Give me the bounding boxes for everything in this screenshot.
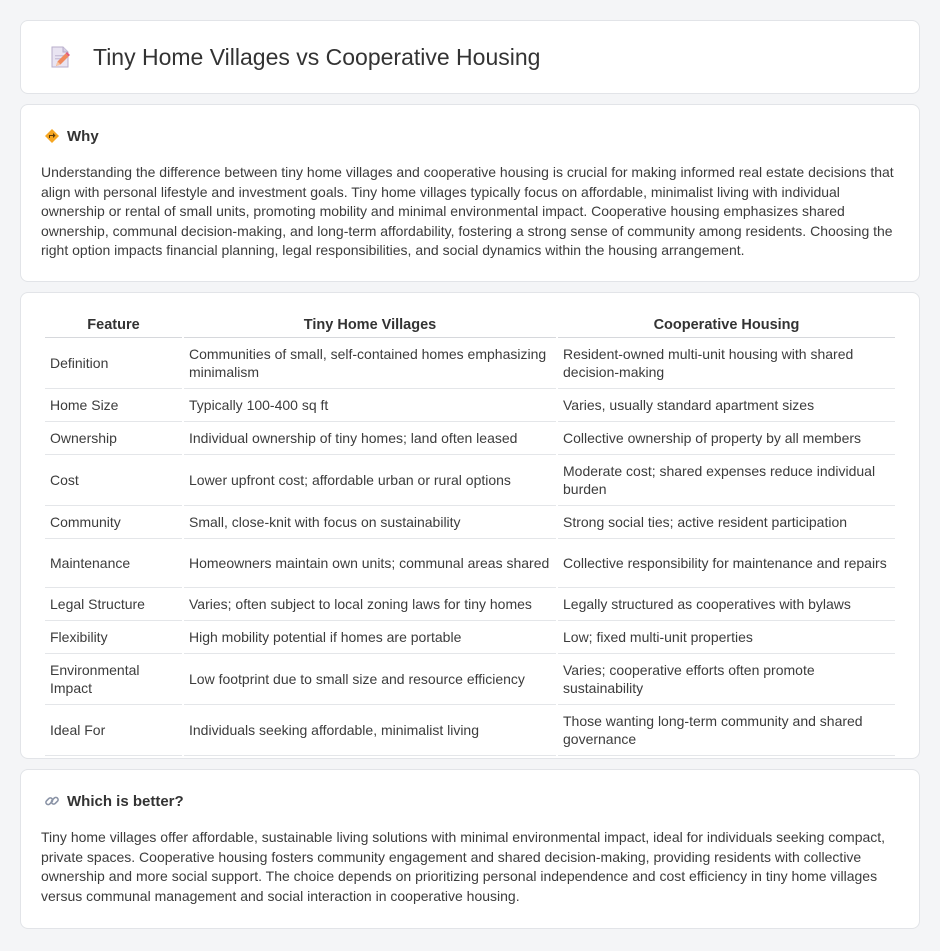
coop-cell: Resident-owned multi-unit housing with shared decision-making	[558, 338, 895, 389]
diamond-sign-icon	[43, 127, 61, 145]
table-row	[45, 455, 895, 506]
which-is-better-section	[20, 769, 920, 929]
feature-cell: Home Size	[45, 389, 182, 422]
table-row	[45, 506, 895, 539]
feature-cell: Flexibility	[45, 621, 182, 654]
page-title: Tiny Home Villages vs Cooperative Housing	[93, 43, 541, 70]
tiny-cell: Individual ownership of tiny homes; land often leased	[184, 422, 556, 455]
coop-cell: Collective responsibility for maintenance and repairs	[558, 539, 895, 588]
coop-cell: Strong social ties; active resident participation	[558, 506, 895, 539]
table-row	[45, 338, 895, 389]
feature-cell: Definition	[45, 338, 182, 389]
table-row	[45, 588, 895, 621]
table-row	[45, 654, 895, 705]
table-row	[45, 621, 895, 654]
coop-cell: Low; fixed multi-unit properties	[558, 621, 895, 654]
coop-cell: Moderate cost; shared expenses reduce individual burden	[558, 455, 895, 506]
feature-cell: Ownership	[45, 422, 182, 455]
table-row	[45, 389, 895, 422]
document-pencil-icon	[45, 42, 75, 72]
header-feature: Feature	[45, 311, 182, 338]
coop-cell: Legally structured as cooperatives with bylaws	[558, 588, 895, 621]
table-header-row	[45, 311, 895, 338]
feature-cell: Environmental Impact	[45, 654, 182, 705]
table-row	[45, 539, 895, 588]
coop-cell: Varies, usually standard apartment sizes	[558, 389, 895, 422]
title-card	[20, 20, 920, 94]
coop-cell: Those wanting long-term community and shared governance	[558, 705, 895, 756]
header-cooperative-housing: Cooperative Housing	[558, 311, 895, 338]
why-text: Understanding the difference between tiny home villages and cooperative housing is crucial for making informed real estate decisions that align with personal lifestyle and investment goals. Tiny home villages typically focus on affordable, minimalist living with individual ownership or rental of small units, promoting mobility and minimal environmental impact. Cooperative housing emphasizes shared ownership, communal decision-making, and long-term affordability, fostering a strong sense of community among residents. Choosing the right option impacts financial planning, legal responsibilities, and social dynamics within the housing arrangement.	[41, 164, 894, 258]
why-header	[41, 127, 899, 145]
link-icon	[43, 792, 61, 810]
which-is-better-header	[41, 792, 899, 810]
tiny-cell: Typically 100-400 sq ft	[184, 389, 556, 422]
feature-cell: Ideal For	[45, 705, 182, 756]
tiny-cell: Communities of small, self-contained homes emphasizing minimalism	[184, 338, 556, 389]
which-is-better-text: Tiny home villages offer affordable, sustainable living solutions with minimal environmental impact, ideal for individuals seeking compact, private spaces. Cooperative housing fosters community engagement and shared decision-making, providing residents with collective ownership and more social support. The choice depends on prioritizing personal independence and cost efficiency in tiny home villages versus communal management and social interaction in cooperative housing.	[41, 829, 886, 904]
comparison-table-card	[20, 292, 920, 759]
why-heading: Why	[67, 127, 99, 145]
coop-cell: Collective ownership of property by all members	[558, 422, 895, 455]
tiny-cell: Lower upfront cost; affordable urban or rural options	[184, 455, 556, 506]
feature-cell: Cost	[45, 455, 182, 506]
tiny-cell: Varies; often subject to local zoning laws for tiny homes	[184, 588, 556, 621]
feature-cell: Maintenance	[45, 539, 182, 588]
tiny-cell: Individuals seeking affordable, minimalist living	[184, 705, 556, 756]
header-tiny-home-villages: Tiny Home Villages	[184, 311, 556, 338]
tiny-cell: Small, close-knit with focus on sustainability	[184, 506, 556, 539]
coop-cell: Varies; cooperative efforts often promote sustainability	[558, 654, 895, 705]
feature-cell: Legal Structure	[45, 588, 182, 621]
tiny-cell: Low footprint due to small size and resource efficiency	[184, 654, 556, 705]
table-row	[45, 422, 895, 455]
table-row	[45, 705, 895, 756]
feature-cell: Community	[45, 506, 182, 539]
tiny-cell: Homeowners maintain own units; communal areas shared	[184, 539, 556, 588]
tiny-cell: High mobility potential if homes are portable	[184, 621, 556, 654]
which-is-better-heading: Which is better?	[67, 792, 184, 810]
why-section	[20, 104, 920, 282]
comparison-table	[43, 311, 897, 756]
